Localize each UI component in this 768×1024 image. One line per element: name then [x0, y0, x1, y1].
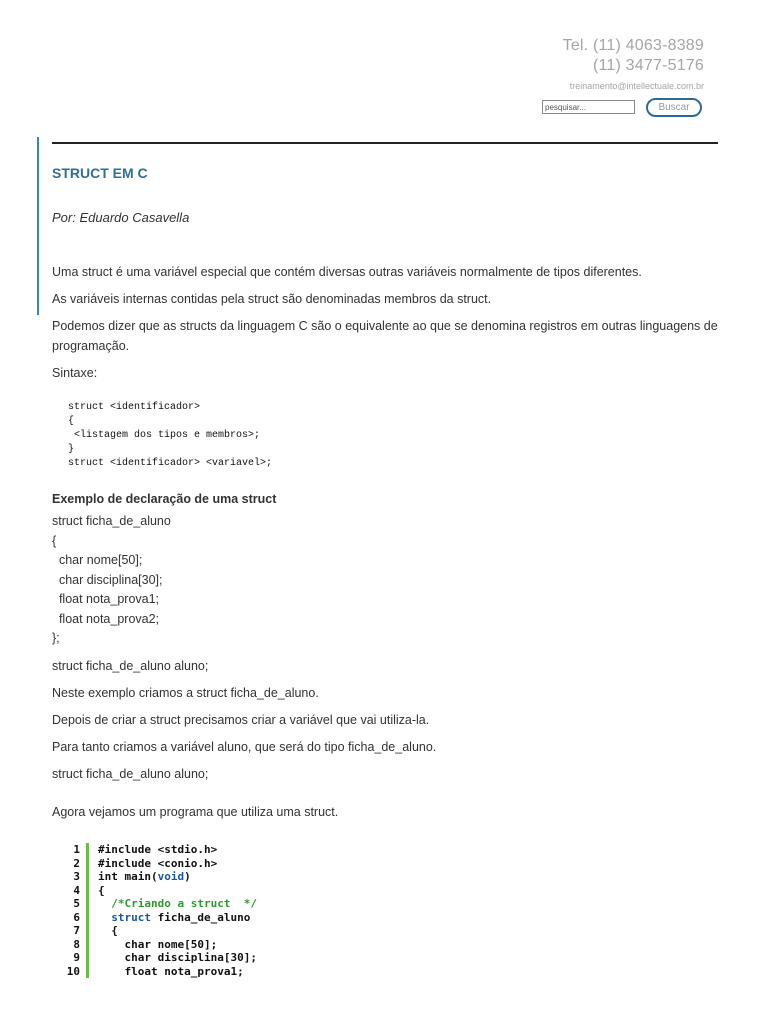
gutter-bar	[86, 857, 89, 871]
code-keyword: void	[157, 870, 185, 883]
gutter-bar	[86, 911, 89, 925]
code-token: float nota_prova1;	[98, 964, 244, 978]
gutter-bar	[86, 843, 89, 857]
left-accent-bar	[37, 137, 39, 315]
line-number: 4	[73, 883, 80, 897]
code-token: char nome[50];	[98, 937, 218, 951]
code-token: ficha_de_aluno	[151, 910, 251, 924]
code-text	[98, 884, 105, 898]
article-author: Por: Eduardo Casavella	[52, 210, 190, 225]
example-heading: Exemplo de declaração de uma struct	[52, 492, 277, 506]
code-token: #include <stdio.h>	[98, 843, 218, 856]
gutter-bar	[86, 884, 89, 898]
body-paragraph: Neste exemplo criamos a struct ficha_de_aluno.	[52, 685, 319, 700]
code-text	[98, 924, 118, 938]
code-token: {	[98, 924, 118, 937]
phone-number-primary: Tel. (11) 4063-8389	[562, 37, 704, 54]
code-token: )	[184, 870, 191, 883]
article-title: STRUCT EM C	[52, 165, 148, 181]
intro-paragraph: Uma struct é uma variável especial que contém diversas outras variáveis normalmente de tipos diferentes.	[52, 265, 642, 279]
body-paragraph: Para tanto criamos a variável aluno, que será do tipo ficha_de_aluno.	[52, 739, 437, 754]
code-token: {	[98, 883, 105, 897]
syntax-code-block	[68, 401, 732, 471]
code-line	[58, 951, 478, 965]
example-code-line: float nota_prova1;	[52, 592, 160, 606]
example-code-line: char disciplina[30];	[52, 572, 163, 587]
code-line	[58, 884, 478, 898]
code-token: char disciplina[30];	[98, 951, 257, 964]
code-line	[58, 897, 478, 911]
code-line	[58, 857, 478, 871]
body-paragraph: struct ficha_de_aluno aluno;	[52, 658, 209, 673]
code-token: int main(	[98, 870, 158, 883]
syntax-line: struct <identificador>	[68, 402, 201, 413]
search-button[interactable]: Buscar	[646, 98, 702, 117]
example-code-line: };	[52, 631, 60, 645]
phone-number-secondary: (11) 3477-5176	[592, 57, 704, 74]
code-text	[98, 911, 250, 925]
code-line	[58, 911, 478, 925]
contact-email[interactable]: treinamento@intellectuale.com.br	[569, 81, 704, 91]
code-comment: /*Criando a struct */	[98, 897, 257, 910]
code-text	[98, 870, 191, 884]
example-struct-code	[52, 512, 732, 649]
line-number: 8	[73, 937, 80, 951]
code-text	[98, 843, 217, 857]
syntax-label: Sintaxe:	[52, 366, 98, 380]
intro-paragraph: Podemos dizer que as structs da linguagem C são o equivalente ao que se denomina registros em outras linguagens de programação.	[52, 319, 718, 353]
syntax-line: <listagem dos tipos e membros>;	[68, 430, 261, 441]
example-code-line: char nome[50];	[52, 553, 143, 567]
site-header	[0, 0, 768, 140]
body-paragraph: Depois de criar a struct precisamos criar a variável que vai utiliza-la.	[52, 712, 430, 727]
line-number: 3	[73, 870, 80, 883]
syntax-line: {	[68, 416, 75, 427]
code-token: #include <conio.h>	[98, 856, 218, 870]
code-text	[98, 897, 257, 911]
code-keyword: struct	[111, 910, 151, 924]
header-divider	[52, 142, 718, 144]
code-line	[58, 965, 478, 979]
syntax-line: }	[68, 444, 75, 455]
program-intro: Agora vejamos um programa que utiliza uma struct.	[52, 804, 339, 819]
gutter-bar	[86, 924, 89, 938]
code-text	[98, 938, 217, 952]
gutter-bar	[86, 870, 89, 884]
code-token	[98, 911, 111, 924]
gutter-bar	[86, 965, 89, 979]
example-code-line: struct ficha_de_aluno	[52, 514, 171, 528]
code-line	[58, 938, 478, 952]
article-content	[52, 164, 732, 822]
intro-paragraph: As variáveis internas contidas pela struct são denominadas membros da struct.	[52, 292, 492, 306]
code-line	[58, 870, 478, 884]
example-code-line: {	[52, 533, 57, 548]
search-input[interactable]	[542, 100, 635, 114]
line-number: 9	[73, 951, 80, 964]
line-number: 10	[66, 964, 80, 978]
code-text	[98, 857, 217, 871]
code-line	[58, 924, 478, 938]
gutter-bar	[86, 897, 89, 911]
code-text	[98, 951, 257, 965]
code-line	[58, 843, 478, 857]
program-code-listing	[58, 843, 478, 978]
line-number: 1	[73, 843, 80, 856]
line-number: 5	[73, 897, 80, 910]
gutter-bar	[86, 938, 89, 952]
example-code-line: float nota_prova2;	[52, 611, 160, 626]
line-number: 6	[73, 910, 80, 924]
code-text	[98, 965, 244, 979]
line-number: 2	[73, 856, 80, 870]
body-paragraph: struct ficha_de_aluno aluno;	[52, 766, 209, 781]
gutter-bar	[86, 951, 89, 965]
syntax-line: struct <identificador> <variavel>;	[68, 458, 273, 469]
line-number: 7	[73, 924, 80, 937]
